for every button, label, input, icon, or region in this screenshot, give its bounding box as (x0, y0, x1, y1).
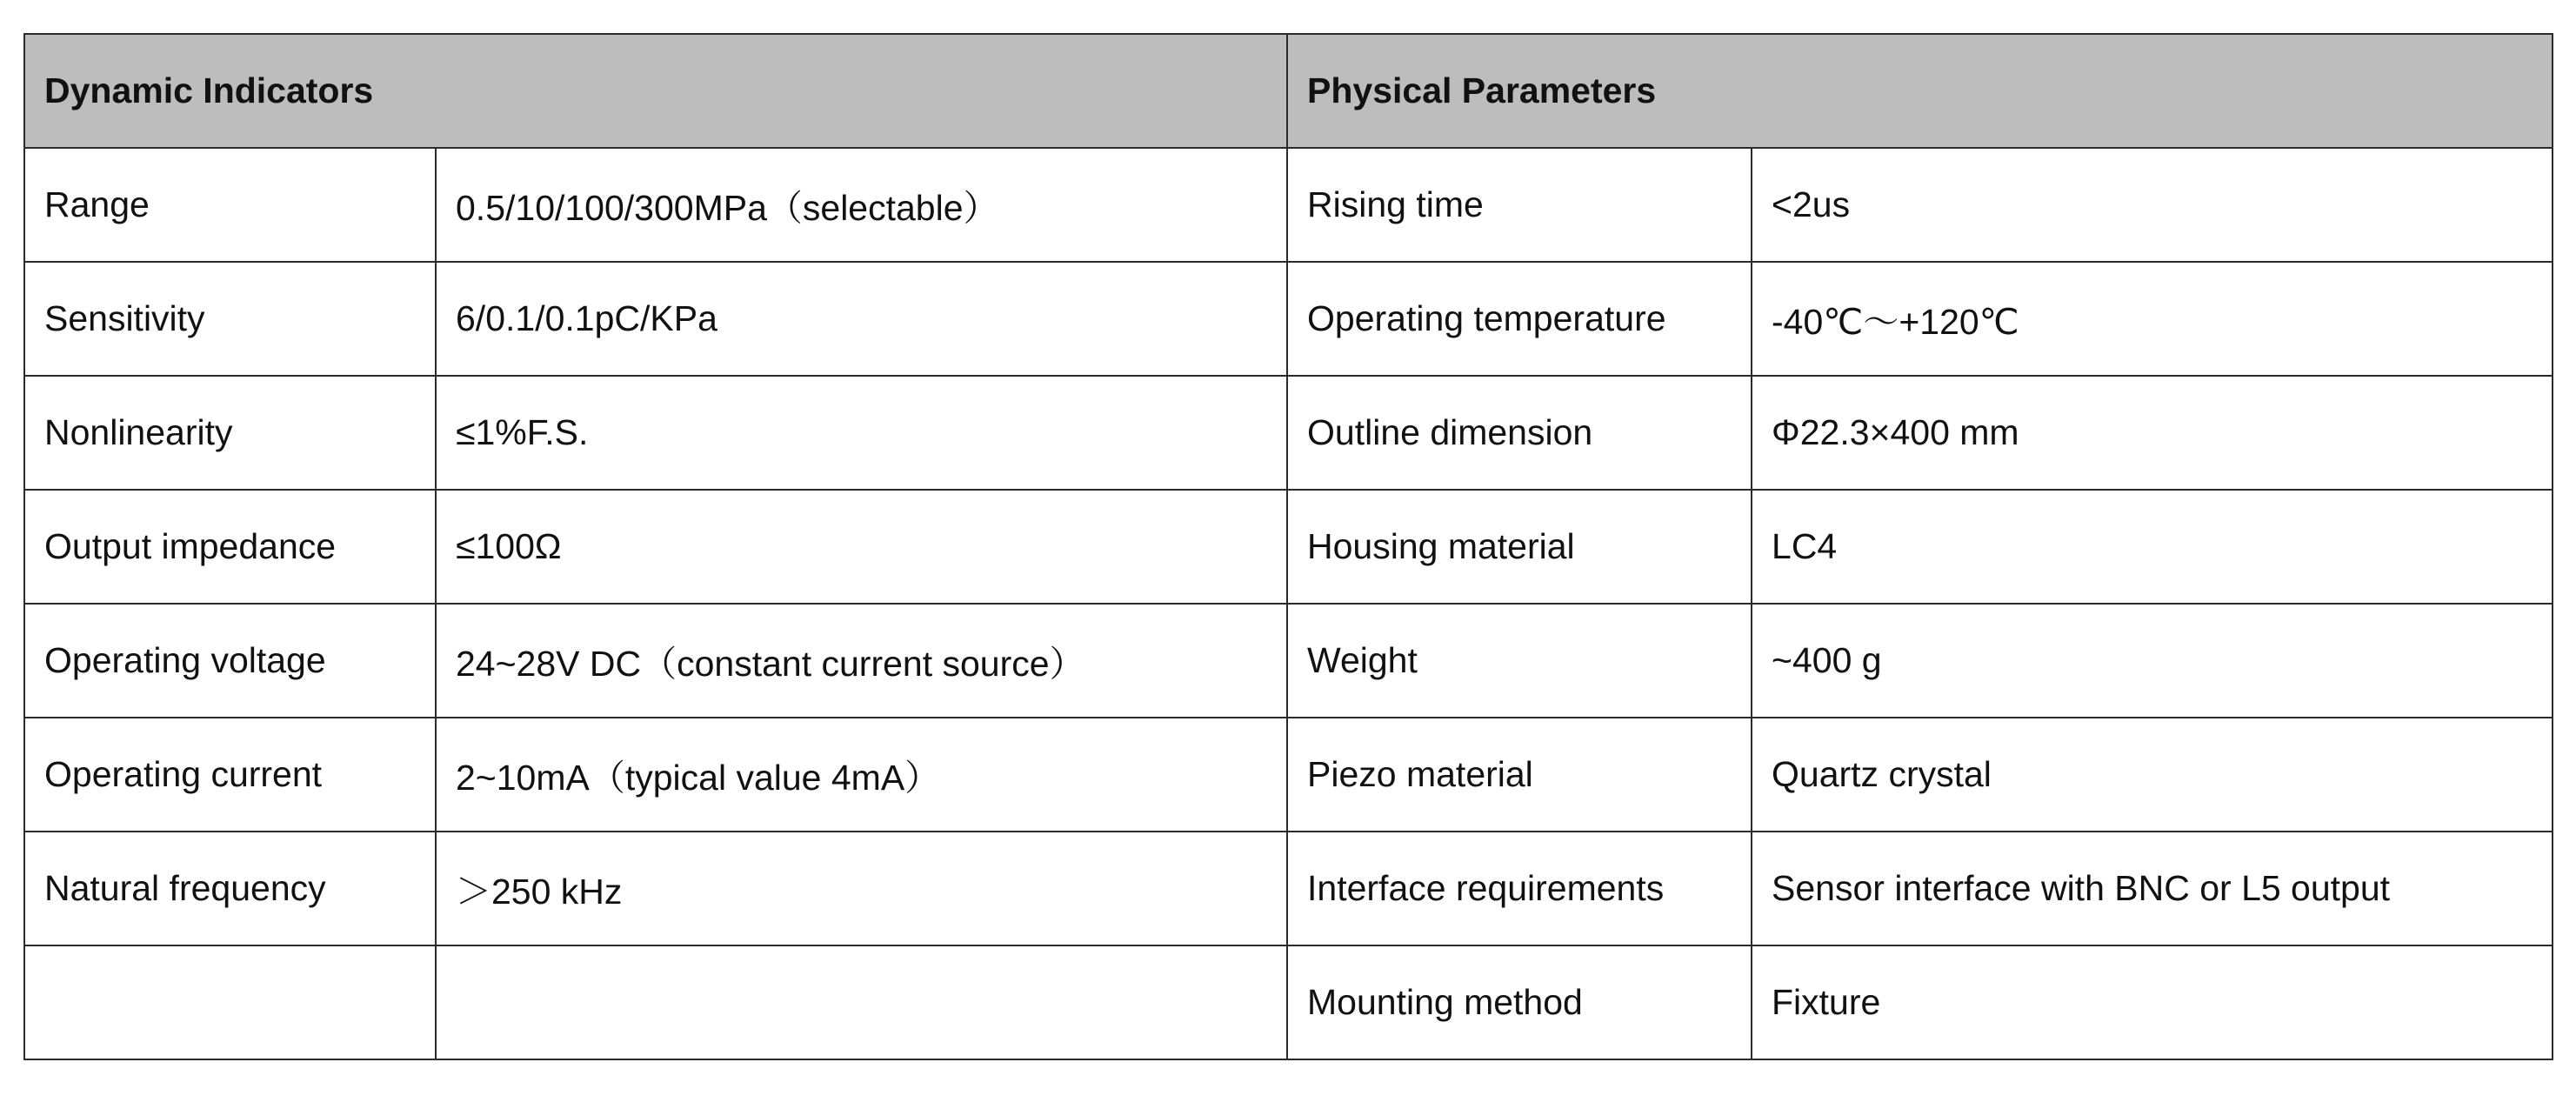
header-row (24, 34, 2553, 148)
dynamic-value (436, 945, 1287, 1059)
table-row (24, 604, 2553, 718)
dynamic-value: ＞250 kHz (436, 832, 1287, 945)
dynamic-value: 2~10mA（typical value 4mA） (436, 718, 1287, 832)
physical-label: Operating temperature (1287, 262, 1752, 376)
dynamic-label (24, 945, 436, 1059)
table-row (24, 490, 2553, 604)
dynamic-label: Operating voltage (24, 604, 436, 718)
dynamic-label: Natural frequency (24, 832, 436, 945)
physical-label: Rising time (1287, 148, 1752, 262)
dynamic-value: 0.5/10/100/300MPa（selectable） (436, 148, 1287, 262)
dynamic-label: Sensitivity (24, 262, 436, 376)
header-dynamic-indicators: Dynamic Indicators (24, 34, 1287, 148)
table-row (24, 376, 2553, 490)
spec-table (23, 33, 2553, 1060)
header-physical-parameters: Physical Parameters (1287, 34, 2553, 148)
physical-value: -40℃～+120℃ (1752, 262, 2553, 376)
table-row (24, 718, 2553, 832)
physical-label: Piezo material (1287, 718, 1752, 832)
dynamic-value: ≤100Ω (436, 490, 1287, 604)
table-row (24, 262, 2553, 376)
physical-value: Sensor interface with BNC or L5 output (1752, 832, 2553, 945)
dynamic-label: Range (24, 148, 436, 262)
physical-value: LC4 (1752, 490, 2553, 604)
table-row (24, 945, 2553, 1059)
table-row (24, 832, 2553, 945)
physical-label: Outline dimension (1287, 376, 1752, 490)
dynamic-label: Output impedance (24, 490, 436, 604)
physical-value: Fixture (1752, 945, 2553, 1059)
physical-value: ~400 g (1752, 604, 2553, 718)
physical-label: Interface requirements (1287, 832, 1752, 945)
dynamic-label: Nonlinearity (24, 376, 436, 490)
physical-value: Φ22.3×400 mm (1752, 376, 2553, 490)
physical-label: Housing material (1287, 490, 1752, 604)
physical-label: Weight (1287, 604, 1752, 718)
dynamic-value: 24~28V DC（constant current source） (436, 604, 1287, 718)
table-row (24, 148, 2553, 262)
dynamic-label: Operating current (24, 718, 436, 832)
physical-value: <2us (1752, 148, 2553, 262)
dynamic-value: 6/0.1/0.1pC/KPa (436, 262, 1287, 376)
physical-label: Mounting method (1287, 945, 1752, 1059)
physical-value: Quartz crystal (1752, 718, 2553, 832)
dynamic-value: ≤1%F.S. (436, 376, 1287, 490)
